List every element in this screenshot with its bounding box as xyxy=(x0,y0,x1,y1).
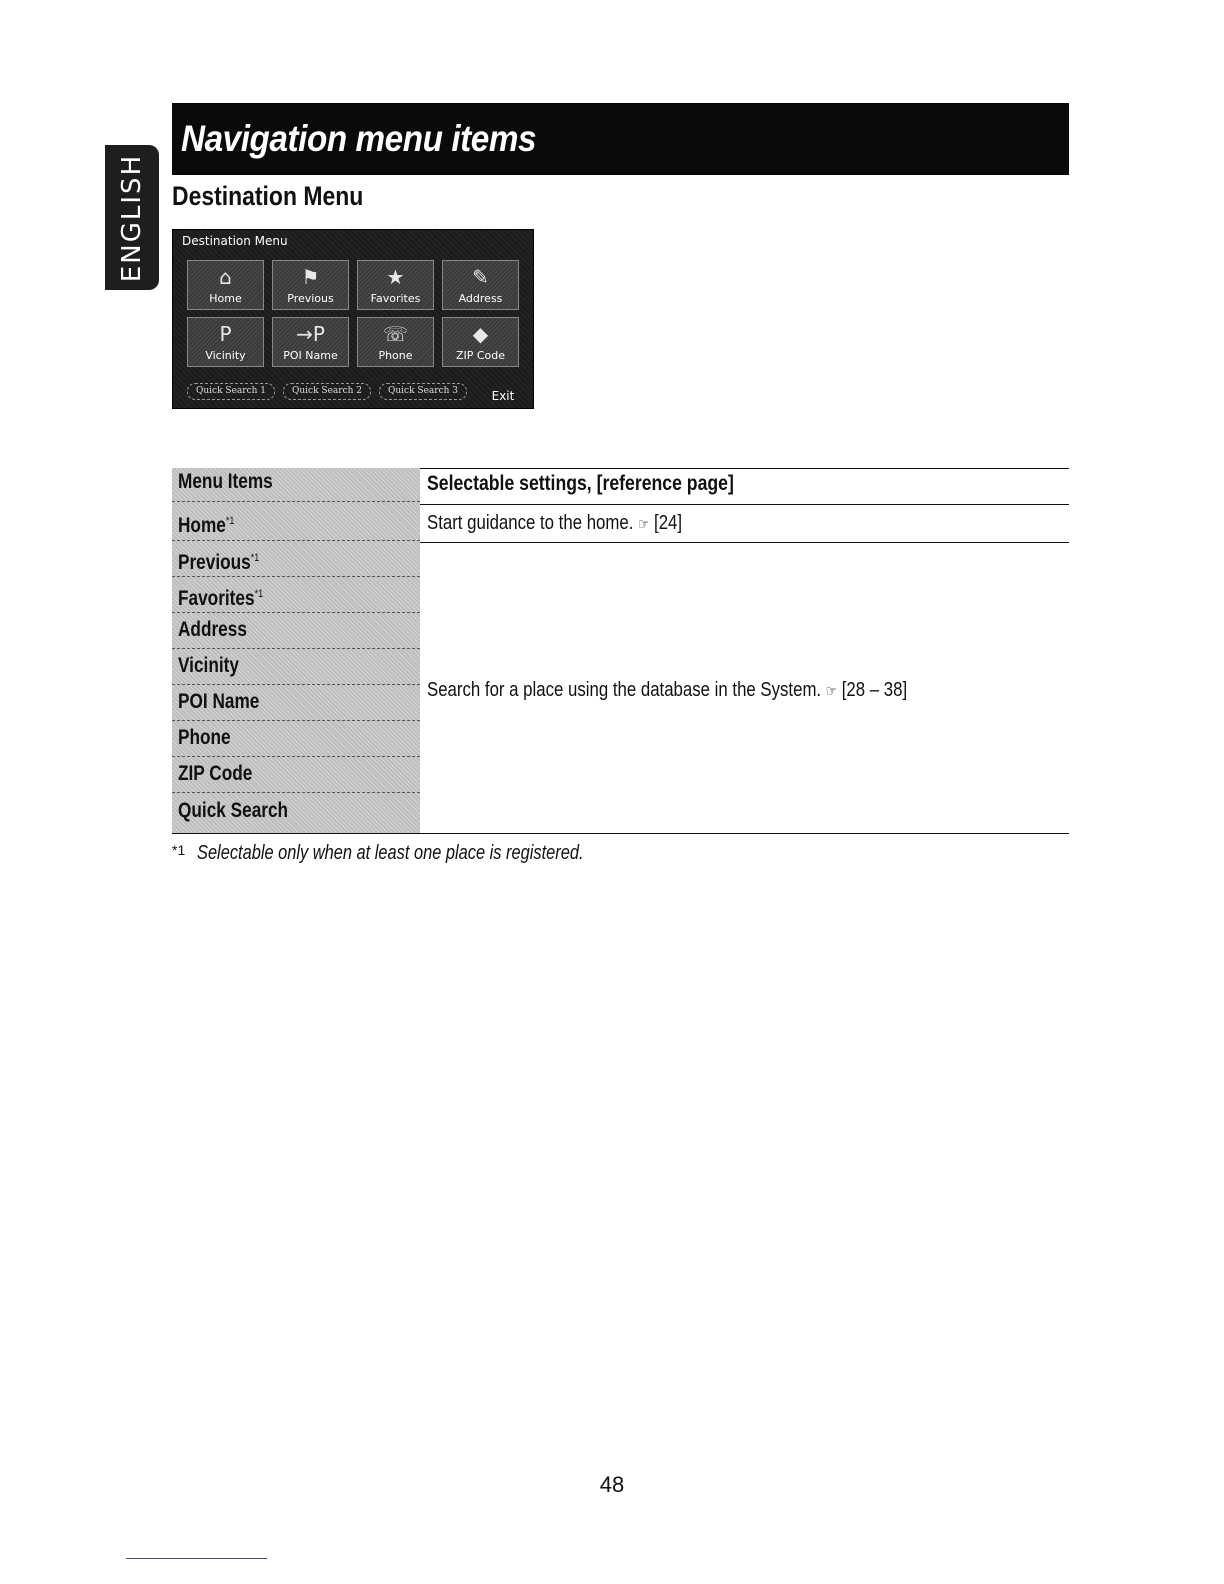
table-row: Address xyxy=(178,618,247,641)
table-header-menu-items: Menu Items xyxy=(178,470,273,493)
footnote xyxy=(172,842,669,865)
poi-name-tile[interactable] xyxy=(272,317,349,367)
search-setting-cell: Search for a place using the database in the System. ☞ [28 – 38] xyxy=(427,679,908,701)
section-heading: Destination Menu xyxy=(172,181,364,211)
favorites-tile[interactable] xyxy=(357,260,434,310)
reference-hand-icon: ☞ xyxy=(638,515,650,533)
table-row: Quick Search xyxy=(178,799,289,822)
table-top-rule xyxy=(420,468,1069,469)
screen-title: Destination Menu xyxy=(182,234,288,248)
map-book-icon: ✎ xyxy=(472,265,489,289)
table-row: Favorites$^{*1}$ xyxy=(178,587,264,610)
quick-search-3-button[interactable]: Quick Search 3 xyxy=(379,383,467,400)
home-tile-label: Home xyxy=(209,292,242,305)
quick-search-2-button[interactable]: Quick Search 2 xyxy=(283,383,371,400)
zip-code-tile-label: ZIP Code xyxy=(455,349,506,362)
zip-code-tile[interactable] xyxy=(442,317,519,367)
address-tile[interactable] xyxy=(442,260,519,310)
exit-button[interactable]: Exit xyxy=(491,389,515,403)
phone-tile[interactable] xyxy=(357,317,434,367)
footnote-mark: *1 xyxy=(172,842,186,858)
destination-menu-screen xyxy=(172,229,534,409)
table-row-rule xyxy=(420,542,1069,543)
previous-tile-label: Previous xyxy=(287,292,334,305)
reference-hand-icon: ☞ xyxy=(825,682,838,700)
flag-icon: ⚑ xyxy=(301,265,320,289)
language-tab-label: ENGLISH xyxy=(117,153,148,282)
home-setting-cell: Start guidance to the home. ☞ [24] xyxy=(427,512,683,534)
home-tile[interactable] xyxy=(187,260,264,310)
zip-icon: ◆ xyxy=(472,322,489,346)
vicinity-tile-label: Vicinity xyxy=(205,349,246,362)
phone-icon: ☏ xyxy=(382,322,408,346)
page-number: 48 xyxy=(599,1472,625,1497)
page-title: Navigation menu items xyxy=(181,118,537,159)
language-tab xyxy=(105,145,159,290)
quick-search-1-button[interactable]: Quick Search 1 xyxy=(187,383,275,400)
title-bar xyxy=(172,103,1069,175)
vicinity-tile[interactable] xyxy=(187,317,264,367)
favorites-tile-label: Favorites xyxy=(370,292,421,305)
vicinity-p-icon: P xyxy=(219,322,232,346)
table-header-rule xyxy=(420,504,1069,505)
table-header-settings: Selectable settings, [reference page] xyxy=(427,472,734,495)
previous-tile[interactable] xyxy=(272,260,349,310)
star-icon: ★ xyxy=(386,265,405,289)
home-icon: ⌂ xyxy=(219,265,232,289)
address-tile-label: Address xyxy=(458,292,503,305)
table-row: ZIP Code xyxy=(178,762,253,785)
table-row: Phone xyxy=(178,726,231,749)
table-bottom-rule xyxy=(172,833,1069,834)
phone-tile-label: Phone xyxy=(378,349,413,362)
table-row: POI Name xyxy=(178,690,260,713)
table-row: Home$^{*1}$ xyxy=(178,514,235,537)
poi-arrow-icon: →P xyxy=(296,322,325,346)
table-row: Vicinity xyxy=(178,654,239,677)
poi-name-tile-label: POI Name xyxy=(283,349,338,362)
row-separator xyxy=(172,501,420,502)
bottom-divider xyxy=(126,1558,267,1559)
footnote-text: Selectable only when at least one place is registered. xyxy=(197,842,584,864)
table-row: Previous$^{*1}$ xyxy=(178,551,260,574)
